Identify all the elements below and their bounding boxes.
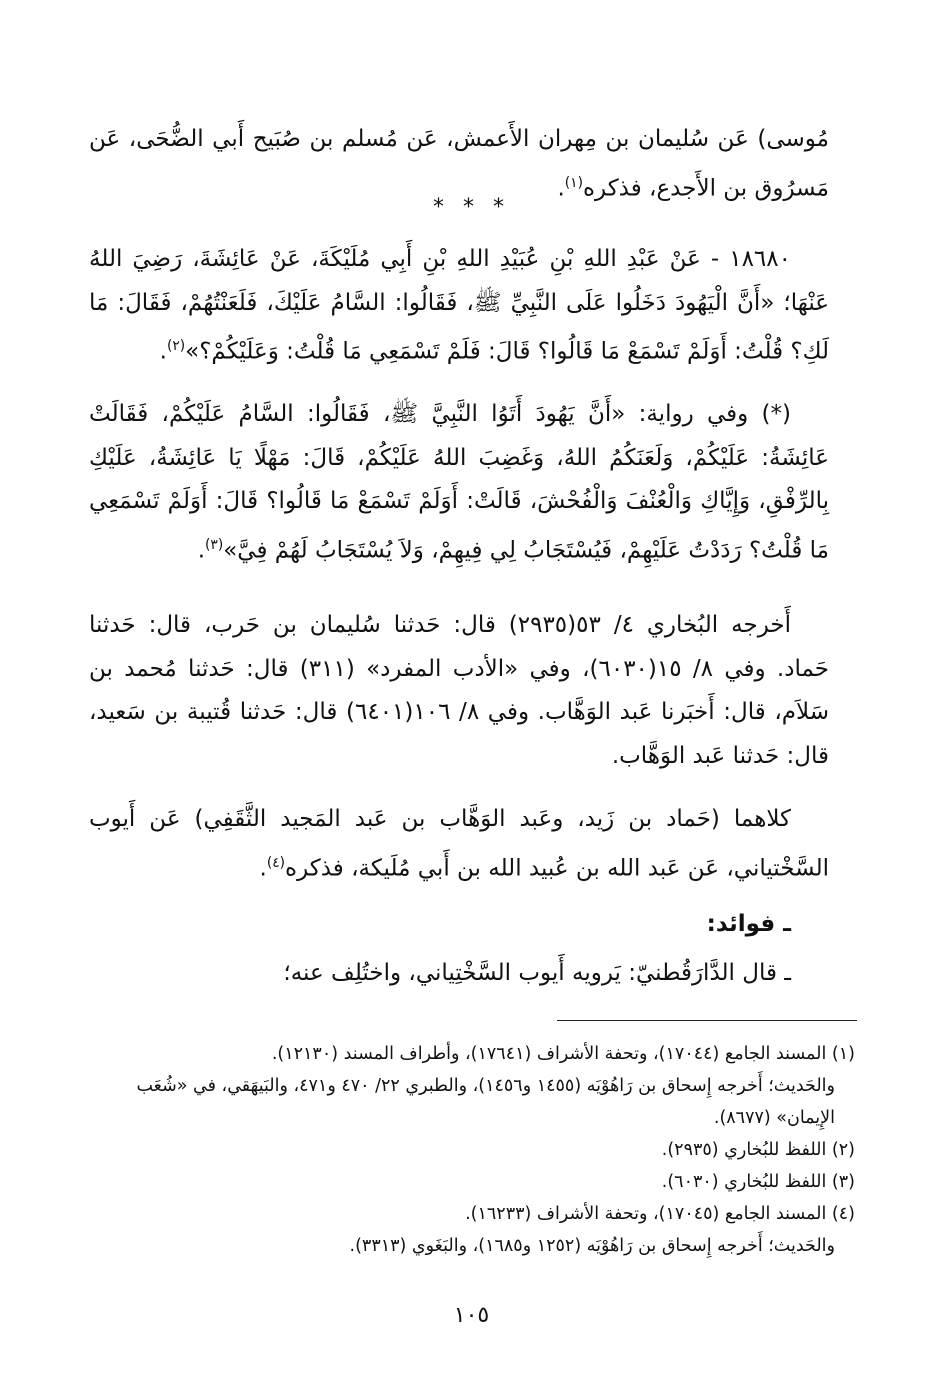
hadith-paragraph: ١٨٦٨٠ - عَنْ عَبْدِ اللهِ بْنِ عُبَيْدِ اللهِ بْنِ أَبِي مُلَيْكَةَ، عَنْ عَائِشَةَ، رَضِيَ اللهُ عَنْهَا؛ «أَنَّ الْيَهُودَ دَخَلُوا عَلَى النَّبِيِّ ﷺ، فَقَالُوا: السَّامُ عَلَيْكَ، فَلَعَنْتُهُمْ، فَقَالَ: مَا لَكِ؟ قُلْتُ: أَوَلَمْ تَسْمَعْ مَا قَالُوا؟ قَالَ: فَلَمْ تَسْمَعِي مَا قُلْتُ: وَعَلَيْكُمْ؟»$^{(٢)}$. <box>89 246 829 365</box>
footnote-1-continued: والحَديث؛ أَخرجه إِسحاق بن رَاهُوْيَه (١٤٥٥ و١٤٥٦)، والطبري ٢٢/ ٤٧٠ و٤٧١، والبَيهَقي، في «شُعَب الإِيمان» (٨٦٧٧). <box>136 1076 835 1128</box>
footnote-3: (٣) اللفظ للبُخاري (٦٠٣٠). <box>661 1172 855 1192</box>
intro-paragraph: مُوسى) عَن سُليمان بن مِهران الأَعمش، عَن مُسلم بن صُبَيح أَبي الضُّحَى، عَن مَسرُوق بن الأَجدع، فذكره$^{(١)}$. <box>89 126 829 202</box>
footnote-ref-1[interactable]: (١) <box>564 174 583 191</box>
kilahuma-paragraph: كلاهما (حَماد بن زَيد، وعَبد الوَهَّاب بن عَبد المَجيد الثَّقَفِي) عَن أَيوب السَّخْتياني، عَن عَبد الله بن عُبيد الله بن أَبي مُلَيكة، فذكره$^{(٤)}$. <box>89 806 829 882</box>
footnote-divider <box>557 1020 857 1021</box>
footnote-ref-2[interactable]: (٢) <box>166 338 186 354</box>
section-separator: * * * <box>433 195 510 220</box>
footnotes-section <box>85 1038 855 1262</box>
daraqutni-paragraph: ـ قال الدَّارَقُطنيّ: يَرويه أَيوب السَّخْتِياني، واختُلِف عنه؛ <box>283 960 791 986</box>
footnote-ref-3[interactable]: (٣) <box>205 536 224 553</box>
variant-paragraph: (*) وفي رواية: «أَنَّ يَهُودَ أَتَوُا النَّبِيَّ ﷺ، فَقَالُوا: السَّامُ عَلَيْكُمْ، فَقَالَتْ عَائِشَةُ: عَلَيْكُمْ، وَلَعَنَكُمُ اللهُ، وَغَضِبَ اللهُ عَلَيْكُمْ، قَالَ: مَهْلًا يَا عَائِشَةُ، عَلَيْكِ بِالرِّفْقِ، وَإِيَّاكِ وَالْعُنْفَ وَالْفُحْشَ، قَالَتْ: أَوَلَمْ تَسْمَعْ مَا قَالُوا؟ قَالَ: أَوَلَمْ تَسْمَعِي مَا قُلْتُ؟ رَدَدْتُ عَلَيْهِمْ، فَيُسْتَجَابُ لِي فِيهِمْ، وَلاَ يُسْتَجَابُ لَهُمْ فِيَّ»$^{(٣)}$. <box>89 401 829 564</box>
fawaid-heading: ـ فوائد: <box>706 911 791 937</box>
footnote-4-continued: والحَديث؛ أَخرجه إِسحاق بن رَاهُوْيَه (١٢٥٢ و١٦٨٥)، والبَغَوي (٣٣١٣). <box>349 1236 835 1256</box>
hadith-text: ١٨٦٨٠ - عَنْ عَبْدِ اللهِ بْنِ عُبَيْدِ اللهِ بْنِ أَبِي مُلَيْكَةَ، عَنْ عَائِشَةَ، رَضِيَ اللهُ عَنْهَا؛ «أَنَّ الْيَهُودَ دَخَلُوا عَلَى النَّبِيِّ ﷺ، فَقَالُوا: السَّامُ عَلَيْكَ، فَلَعَنْتُهُمْ، فَقَالَ: مَا لَكِ؟ قُلْتُ: أَوَلَمْ تَسْمَعْ مَا قَالُوا؟ قَالَ: فَلَمْ تَسْمَعِي مَا قُلْتُ: وَعَلَيْكُمْ؟» <box>89 246 829 365</box>
variant-text: (*) وفي رواية: «أَنَّ يَهُودَ أَتَوُا النَّبِيَّ ﷺ، فَقَالُوا: السَّامُ عَلَيْكُمْ، فَقَالَتْ عَائِشَةُ: عَلَيْكُمْ، وَلَعَنَكُمُ اللهُ، وَغَضِبَ اللهُ عَلَيْكُمْ، قَالَ: مَهْلًا يَا عَائِشَةُ، عَلَيْكِ بِالرِّفْقِ، وَإِيَّاكِ وَالْعُنْفَ وَالْفُحْشَ، قَالَتْ: أَوَلَمْ تَسْمَعْ مَا قَالُوا؟ قَالَ: أَوَلَمْ تَسْمَعِي مَا قُلْتُ؟ رَدَدْتُ عَلَيْهِمْ، فَيُسْتَجَابُ لِي فِيهِمْ، وَلاَ يُسْتَجَابُ لَهُمْ فِيَّ» <box>89 401 829 564</box>
footnote-2: (٢) اللفظ للبُخاري (٢٩٣٥). <box>661 1140 855 1160</box>
footnote-4: (٤) المسند الجامع (١٧٠٤٥)، وتحفة الأشراف (١٦٢٣٣). <box>465 1204 855 1224</box>
footnote-1: (١) المسند الجامع (١٧٠٤٤)، وتحفة الأشراف (١٧٦٤١)، وأطراف المسند (١٢١٣٠). <box>271 1044 855 1064</box>
intro-text: مُوسى) عَن سُليمان بن مِهران الأَعمش، عَن مُسلم بن صُبَيح أَبي الضُّحَى، عَن مَسرُوق بن الأَجدع، فذكره <box>89 126 829 202</box>
footnote-ref-4[interactable]: (٤) <box>266 854 286 871</box>
page-number: ١٠٥ <box>453 1303 490 1328</box>
kilahuma-text: كلاهما (حَماد بن زَيد، وعَبد الوَهَّاب بن عَبد المَجيد الثَّقَفِي) عَن أَيوب السَّخْتياني، عَن عَبد الله بن عُبيد الله بن أَبي مُلَيكة، فذكره <box>89 806 829 882</box>
takhrij-paragraph: أَخرجه البُخاري ٤/ ٥٣(٢٩٣٥) قال: حَدثنا سُليمان بن حَرب، قال: حَدثنا حَماد. وفي ٨/ ١٥(٦٠٣٠)، وفي «الأدب المفرد» (٣١١) قال: حَدثنا مُحمد بن سَلاَم، قال: أَخبَرنا عَبد الوَهَّاب. وفي ٨/ ١٠٦(٦٤٠١) قال: حَدثنا قُتيبة بن سَعيد، قال: حَدثنا عَبد الوَهَّاب. <box>89 612 829 769</box>
